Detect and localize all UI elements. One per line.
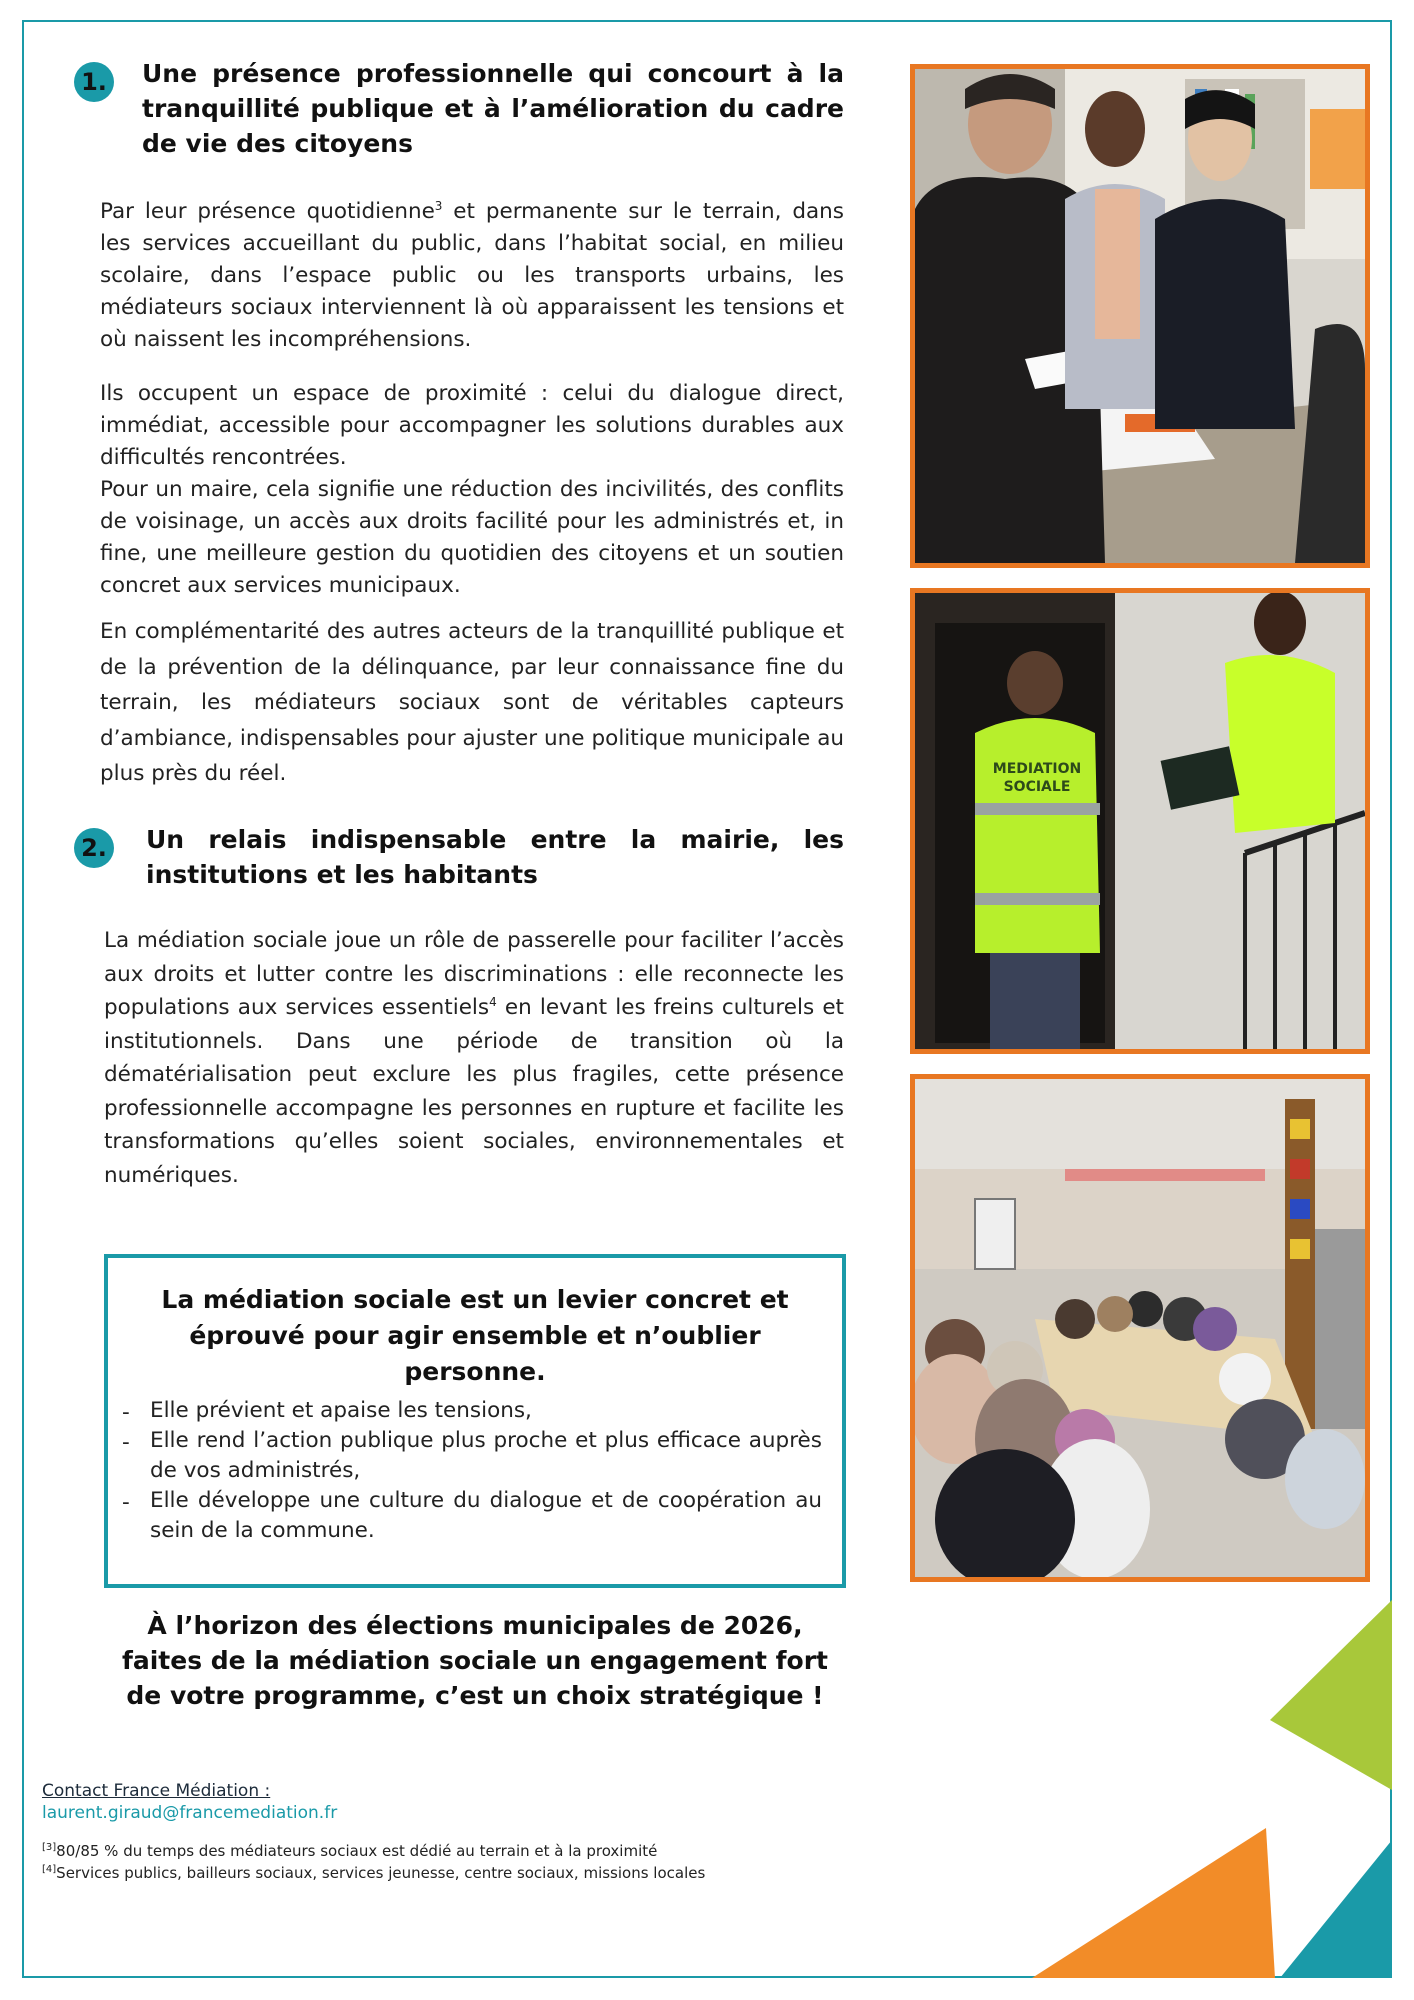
section2-heading: Un relais indispensable entre la mairie, les institutions et les habitants [146, 825, 844, 889]
section2-number-badge: 2. [74, 828, 114, 868]
footnote-ref-3: 3 [434, 198, 443, 213]
corner-chevron-decoration [1020, 1600, 1392, 1978]
teal-chevron-shape [1280, 1840, 1392, 1978]
callout-title: La médiation sociale est un levier concret et éprouvé pour agir ensemble et n’oublier personne. [161, 1285, 789, 1386]
footnote-3: [3]80/85 % du temps des médiateurs sociaux est dédié au terrain et à la proximité [42, 1842, 658, 1860]
photo-classroom-mediation [910, 64, 1370, 568]
section1-heading: Une présence professionnelle qui concourt à la tranquillité publique et à l’amélioration du cadre de vie des citoyens [142, 59, 844, 158]
photo-mediator-vest [910, 588, 1370, 1054]
contact-email-link[interactable]: laurent.giraud@francemediation.fr [42, 1803, 338, 1823]
section1-number-badge: 1. [74, 62, 114, 102]
callout-bullet-list [120, 1396, 822, 1546]
callout-box [104, 1254, 846, 1588]
orange-chevron-shape [1032, 1828, 1275, 1978]
closing-statement: À l’horizon des élections municipales de 2026, faites de la médiation sociale un engagement fort de votre programme, c’est un choix stratégique ! [121, 1611, 829, 1710]
footnote-4: [4]Services publics, bailleurs sociaux, services jeunesse, centre sociaux, missions locales [42, 1864, 706, 1882]
bullet-item: - Elle prévient et apaise les tensions, [120, 1396, 822, 1426]
bullet-item: - Elle rend l’action publique plus proche et plus efficace auprès de vos administrés, [120, 1426, 822, 1486]
section2-paragraph-1: La médiation sociale joue un rôle de passerelle pour faciliter l’accès aux droits et lutter contre les discriminations : elle reconnecte les populations aux services essentiels$^4$ en levant les freins culturels et institutionnels. Dans une période de transition où la dématérialisation peut exclure les plus fragiles, cette présence professionnelle accompagne les personnes en rupture et facilite les transformations qu’elles soient sociales, environnementales et numériques. [104, 928, 844, 1188]
section1-paragraph-1: Par leur présence quotidienne$^3$ et permanente sur le terrain, dans les services accueillant du public, dans l’habitat social, en milieu scolaire, dans l’espace public ou les transports urbains, les médiateurs sociaux interviennent là où apparaissent les tensions et où naissent les incompréhensions. [100, 198, 844, 352]
section1-paragraph-4: En complémentarité des autres acteurs de la tranquillité publique et de la prévention de la délinquance, par leur connaissance fine du terrain, les médiateurs sociaux sont de véritables capteurs d’ambiance, indispensables pour ajuster une politique municipale au plus près du réel. [100, 619, 844, 786]
bullet-item: - Elle développe une culture du dialogue et de coopération au sein de la commune. [120, 1486, 822, 1546]
footnote-ref-4: 4 [489, 994, 497, 1009]
section1-paragraph-3: Pour un maire, cela signifie une réduction des incivilités, des conflits de voisinage, un accès aux droits facilité pour les administrés et, in fine, une meilleure gestion du quotidien des citoyens et un soutien concret aux services municipaux. [100, 477, 844, 598]
vest-text-line2: SOCIALE [1003, 779, 1071, 795]
section1-paragraph-2: Ils occupent un espace de proximité : celui du dialogue direct, immédiat, accessible pour accompagner les solutions durables aux difficultés rencontrées. [100, 381, 844, 470]
green-chevron-shape [1270, 1600, 1392, 1790]
vest-text-line1: MEDIATION [992, 761, 1082, 777]
contact-label: Contact France Médiation : [42, 1781, 271, 1801]
photo-meeting-group [910, 1074, 1370, 1582]
